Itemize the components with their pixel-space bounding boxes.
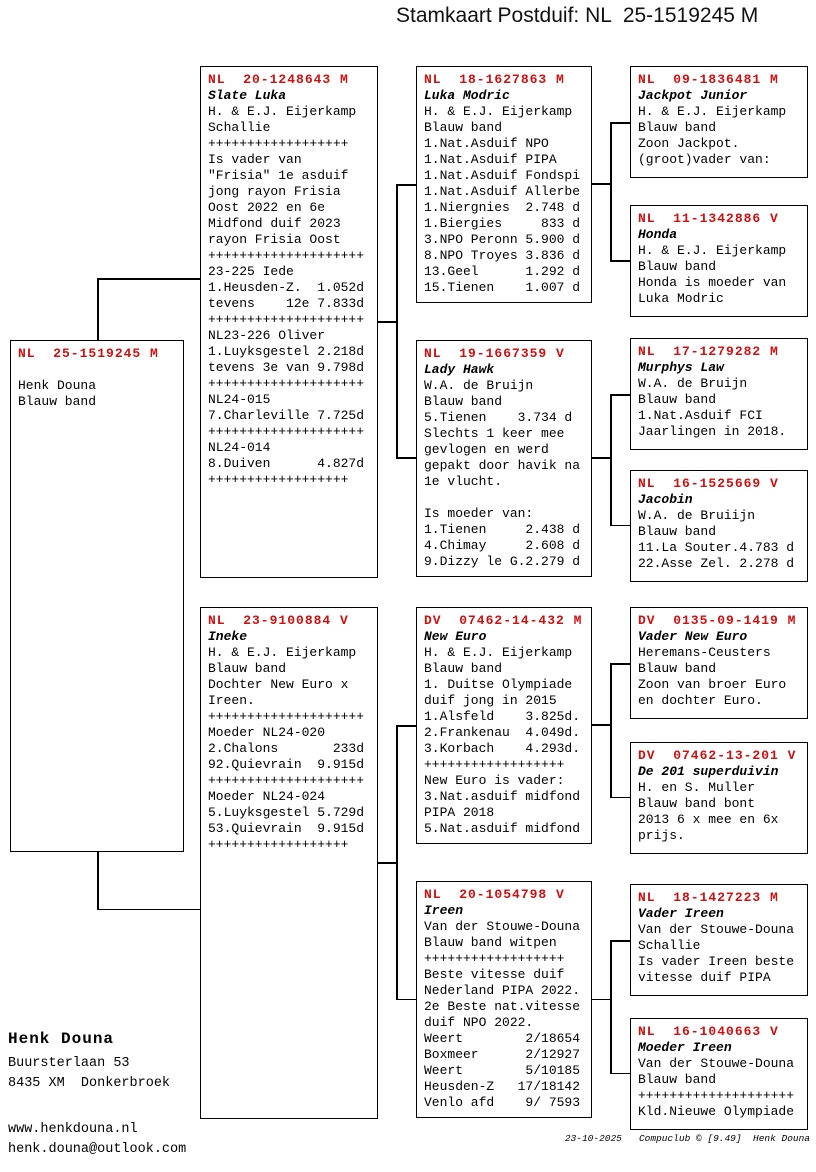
detail-line: ++++++++++++++++++++ [208,424,365,439]
detail-line: 3.Korbach 4.293d. [424,741,581,756]
detail-line: Blauw band bont [638,796,756,811]
pigeon-name: Ireen [424,903,464,918]
detail-line: 1e vlucht. [424,474,503,489]
detail-line: ++++++++++++++++++++ [638,1088,795,1103]
detail-line: W.A. de Bruijn [638,376,748,391]
detail-line: Zoon van broer Euro [638,677,787,692]
ring-number: NL 20-1248643 M [208,72,349,87]
pigeon-name: Vader Ireen [638,906,724,921]
connector-line [610,394,612,526]
pigeon-details [638,922,804,986]
detail-line: Is moeder van: [424,506,534,521]
detail-line: Dochter New Euro x [208,677,349,692]
detail-line: 7.Charleville 7.725d [208,408,365,423]
detail-line: 1.Niergnies 2.748 d [424,200,581,215]
detail-line: Van der Stouwe-Douna [638,922,795,937]
connector-line [396,184,398,458]
pigeon-name: Ineke [208,629,248,644]
detail-line: (groot)vader van: [638,152,771,167]
detail-line: ++++++++++++++++++ [424,757,565,772]
ring-number: NL 11-1342886 V [638,211,779,226]
detail-line: Van der Stouwe-Douna [424,919,581,934]
detail-line: 11.La Souter.4.783 d [638,540,795,555]
pigeon-name: Lady Hawk [424,362,495,377]
detail-line: New Euro is vader: [424,773,565,788]
detail-line: rayon Frisia Oost [208,232,341,247]
detail-line: Jaarlingen in 2018. [638,424,787,439]
connector-line [97,278,99,340]
detail-line: NL23-226 Oliver [208,328,326,343]
detail-line: 2.Frankenau 4.049d. [424,725,581,740]
detail-line: 15.Tienen 1.007 d [424,280,581,295]
connector-line [378,862,397,864]
connector-line [396,457,416,459]
detail-line: 1.Nat.Asduif Fondspi [424,168,581,183]
pedigree-box-subject [10,340,184,852]
pigeon-name: Luka Modric [424,88,510,103]
connector-line [610,940,630,942]
detail-line: ++++++++++++++++++ [424,951,565,966]
detail-line: 1.Nat.Asduif FCI [638,408,763,423]
detail-line: 1.Heusden-Z. 1.052d [208,280,365,295]
connector-line [610,663,612,798]
ring-number: NL 25-1519245 M [18,346,159,361]
detail-line: Van der Stouwe-Douna [638,1056,795,1071]
connector-line [396,184,416,186]
pigeon-details [208,104,374,488]
detail-line: Blauw band [638,661,717,676]
connector-line [97,909,200,911]
pigeon-details [638,645,804,709]
detail-line: Blauw band [638,120,717,135]
detail-line: 1.Nat.Asduif PIPA [424,152,557,167]
detail-line: Blauw band [638,1072,717,1087]
pedigree-box-sire-sire [416,66,592,303]
detail-line: ++++++++++++++++++++ [208,312,365,327]
pigeon-details [424,378,588,570]
detail-line: NL24-015 [208,392,271,407]
pedigree-box-dam-dam [416,881,592,1118]
detail-line: Schallie [208,120,271,135]
detail-line: Blauw band [18,394,97,409]
pigeon-details [424,104,588,296]
detail-line: prijs. [638,828,685,843]
pigeon-name: Murphys Law [638,360,724,375]
ring-number: NL 19-1667359 V [424,346,565,361]
detail-line: Ireen. [208,693,255,708]
detail-line: Kld.Nieuwe Olympiade [638,1104,795,1119]
detail-line: 1.Biergies 833 d [424,216,581,231]
detail-line: Midfond duif 2023 [208,216,341,231]
pigeon-details [638,508,804,572]
pigeon-details [424,645,588,837]
detail-line: 3.Nat.asduif midfond [424,789,581,804]
detail-line: 22.Asse Zel. 2.278 d [638,556,795,571]
connector-line [610,525,630,527]
detail-line: ++++++++++++++++++ [208,472,349,487]
detail-line: 1. Duitse Olympiade [424,677,573,692]
detail-line: 2.Chalons 233d [208,741,365,756]
detail-line: H. & E.J. Eijerkamp [638,104,787,119]
detail-line: H. & E.J. Eijerkamp [208,645,357,660]
ring-number: DV 07462-13-201 V [638,748,797,763]
connector-line [610,122,630,124]
detail-line: duif jong in 2015 [424,693,557,708]
detail-line: Henk Douna [18,378,97,393]
detail-line: gepakt door havik na [424,458,581,473]
detail-line: Nederland PIPA 2022. [424,983,581,998]
pigeon-name: New Euro [424,629,487,644]
detail-line: 4.Chimay 2.608 d [424,538,581,553]
owner-website: www.henkdouna.nl [8,1122,138,1137]
print-footer: 23-10-2025 Compuclub © [9.49] Henk Douna [564,1133,810,1144]
pigeon-details [638,376,804,440]
pedigree-box-sire-dam-dam [630,470,808,582]
pedigree-box-sire-sire-dam [630,205,808,317]
pedigree-box-sire-dam-sire [630,338,808,450]
ring-number: NL 09-1836481 M [638,72,779,87]
detail-line: gevlogen en werd [424,442,549,457]
detail-line: ++++++++++++++++++++ [208,376,365,391]
pigeon-details [638,780,804,844]
pigeon-details [208,645,374,853]
pigeon-name: Slate Luka [208,88,287,103]
connector-line [396,725,398,1000]
pedigree-box-sire [200,66,378,578]
detail-line: Weert 5/10185 [424,1063,581,1078]
detail-line: 1.Nat.Asduif Allerbe [424,184,581,199]
pigeon-details [638,243,804,307]
pedigree-box-dam [200,607,378,1119]
detail-line: 1.Tienen 2.438 d [424,522,581,537]
detail-line: Schallie [638,938,701,953]
pigeon-name: Honda [638,227,678,242]
connector-line [610,260,630,262]
detail-line: Slechts 1 keer mee [424,426,565,441]
pigeon-details [18,378,180,410]
connector-line [97,852,99,910]
owner-address-line2: 8435 XM Donkerbroek [8,1076,171,1091]
detail-line: 8.NPO Troyes 3.836 d [424,248,581,263]
connector-line [592,999,611,1001]
page-title: Stamkaart Postduif: NL 25-1519245 M [396,4,759,27]
owner-email: henk.douna@outlook.com [8,1142,187,1157]
detail-line: Blauw band [638,259,717,274]
detail-line: Beste vitesse duif [424,967,565,982]
detail-line [424,490,588,506]
connector-line [610,394,630,396]
detail-line: Blauw band witpen [424,935,557,950]
pigeon-details [638,104,804,168]
owner-address-line1: Buursterlaan 53 [8,1056,130,1071]
detail-line: 92.Quievrain 9.915d [208,757,365,772]
detail-line: Blauw band [638,524,717,539]
detail-line: Blauw band [208,661,287,676]
detail-line: ++++++++++++++++++ [208,136,349,151]
detail-line: en dochter Euro. [638,693,763,708]
ring-number: DV 0135-09-1419 M [638,613,797,628]
detail-line: H. en S. Muller [638,780,756,795]
pedigree-box-dam-sire-sire [630,607,808,719]
ring-number: NL 16-1525669 V [638,476,779,491]
detail-line: 5.Tienen 3.734 d [424,410,573,425]
detail-line: jong rayon Frisia [208,184,341,199]
detail-line: PIPA 2018 [424,805,495,820]
connector-line [610,797,630,799]
connector-line [610,663,630,665]
connector-line [396,725,416,727]
detail-line: tevens 3e van 9.798d [208,360,365,375]
connector-line [396,999,416,1001]
detail-line: 8.Duiven 4.827d [208,456,365,471]
ring-number: DV 07462-14-432 M [424,613,583,628]
detail-line: 2013 6 x mee en 6x [638,812,779,827]
detail-line: Blauw band [424,661,503,676]
detail-line: Moeder NL24-024 [208,789,326,804]
ring-number: NL 18-1627863 M [424,72,565,87]
pigeon-name: Jackpot Junior [638,88,748,103]
detail-line: Oost 2022 en 6e [208,200,326,215]
detail-line: Heusden-Z 17/18142 [424,1079,581,1094]
detail-line: tevens 12e 7.833d [208,296,365,311]
detail-line: 5.Luyksgestel 5.729d [208,805,365,820]
detail-line: 1.Luyksgestel 2.218d [208,344,365,359]
detail-line: W.A. de Bruijn [424,378,534,393]
detail-line: W.A. de Bruiijn [638,508,756,523]
pigeon-details [424,919,588,1111]
pedigree-box-sire-dam [416,340,592,577]
detail-line: Weert 2/18654 [424,1031,581,1046]
connector-line [610,940,612,1074]
pedigree-box-dam-sire [416,607,592,844]
detail-line: 9.Dizzy le G.2.279 d [424,554,581,569]
detail-line: Venlo afd 9/ 7593 [424,1095,581,1110]
detail-line: Moeder NL24-020 [208,725,326,740]
detail-line: ++++++++++++++++++ [208,837,349,852]
connector-line [592,457,611,459]
detail-line: Zoon Jackpot. [638,136,740,151]
detail-line: Is vader Ireen beste [638,954,795,969]
detail-line: 13.Geel 1.292 d [424,264,581,279]
connector-line [592,724,611,726]
connector-line [97,278,200,280]
detail-line: Blauw band [638,392,717,407]
pigeon-name: De 201 superduivin [638,764,779,779]
ring-number: NL 16-1040663 V [638,1024,779,1039]
detail-line: Blauw band [424,120,503,135]
detail-line: 2e Beste nat.vitesse [424,999,581,1014]
pedigree-box-dam-dam-dam [630,1018,808,1130]
detail-line: 3.NPO Peronn 5.900 d [424,232,581,247]
owner-name: Henk Douna [8,1030,115,1048]
detail-line: vitesse duif PIPA [638,970,771,985]
pigeon-name: Moeder Ireen [638,1040,732,1055]
pedigree-box-dam-sire-dam [630,742,808,854]
detail-line: H. & E.J. Eijerkamp [424,645,573,660]
ring-number: NL 20-1054798 V [424,887,565,902]
connector-line [592,183,611,185]
detail-line: Is vader van [208,152,302,167]
detail-line: H. & E.J. Eijerkamp [208,104,357,119]
detail-line: 53.Quievrain 9.915d [208,821,365,836]
detail-line: Honda is moeder van [638,275,787,290]
detail-line: Blauw band [424,394,503,409]
detail-line: 5.Nat.asduif midfond [424,821,581,836]
ring-number: NL 18-1427223 M [638,890,779,905]
ring-number: NL 17-1279282 M [638,344,779,359]
pigeon-details [638,1056,804,1120]
pedigree-box-sire-sire-sire [630,66,808,178]
detail-line: NL24-014 [208,440,271,455]
pigeon-name [18,362,180,378]
detail-line: Heremans-Ceusters [638,645,771,660]
detail-line: 1.Alsfeld 3.825d. [424,709,581,724]
detail-line: ++++++++++++++++++++ [208,709,365,724]
detail-line: 1.Nat.Asduif NPO [424,136,549,151]
detail-line: Luka Modric [638,291,724,306]
detail-line: 23-225 Iede [208,264,294,279]
owner-contact-block [8,1120,186,1160]
connector-line [610,122,612,261]
detail-line: H. & E.J. Eijerkamp [424,104,573,119]
pedigree-box-dam-dam-sire [630,884,808,996]
detail-line: duif NPO 2022. [424,1015,534,1030]
detail-line: Boxmeer 2/12927 [424,1047,581,1062]
detail-line: ++++++++++++++++++++ [208,248,365,263]
connector-line [610,1073,630,1075]
detail-line: "Frisia" 1e asduif [208,168,349,183]
pigeon-name: Jacobin [638,492,693,507]
pigeon-name: Vader New Euro [638,629,748,644]
detail-line: H. & E.J. Eijerkamp [638,243,787,258]
ring-number: NL 23-9100884 V [208,613,349,628]
detail-line: ++++++++++++++++++++ [208,773,365,788]
owner-block [8,1028,170,1094]
connector-line [378,321,397,323]
